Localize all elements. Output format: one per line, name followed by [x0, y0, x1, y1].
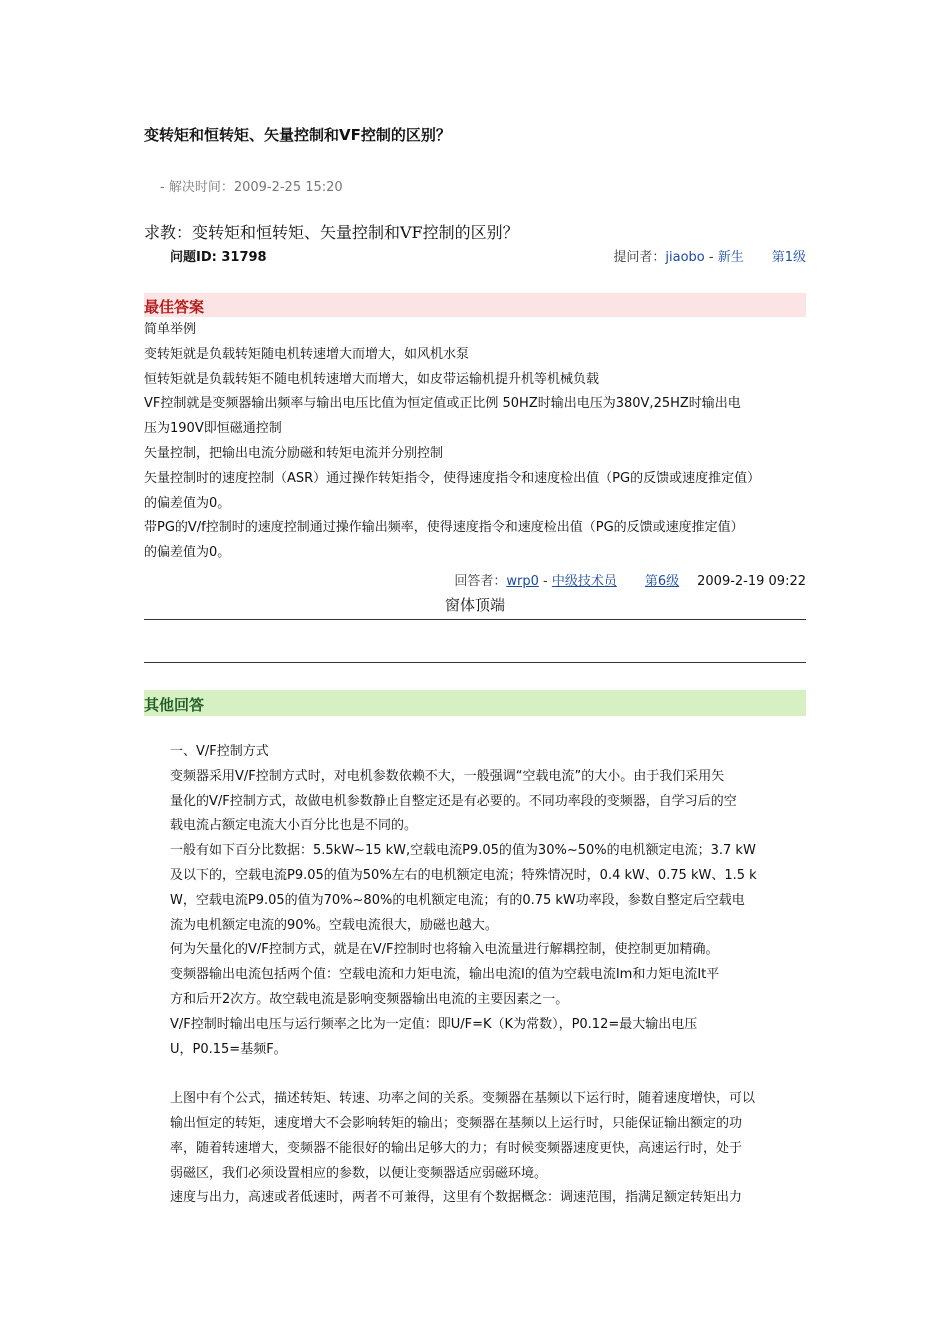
best-answer-line: 变转矩就是负载转矩随电机转速增大而增大，如风机水泵	[144, 346, 470, 362]
question-text: 求教：变转矩和恒转矩、矢量控制和VF控制的区别？	[144, 223, 519, 242]
asker-rank-link[interactable]: 新生	[717, 250, 744, 265]
asker-separator: -	[704, 250, 718, 265]
other-answer-line: U，P0.15=基频F。	[170, 1041, 287, 1057]
other-answer-line: 弱磁区，我们必须设置相应的参数，以便让变频器适应弱磁环境。	[170, 1165, 548, 1181]
other-answer-line: 量化的V/F控制方式，故做电机参数静止自整定还是有必要的。不同功率段的变频器，自学习后的空	[170, 793, 737, 809]
other-answers-body	[170, 740, 784, 1211]
divider-bottom	[144, 662, 806, 663]
other-answer-line: V/F控制时输出电压与运行频率之比为一定值：即U/F=K（K为常数），P0.12=最大输出电压	[170, 1016, 698, 1032]
best-answer-line: 矢量控制时的速度控制（ASR）通过操作转矩指令，使得速度指令和速度检出值（PG的反馈或速度推定值）	[144, 470, 761, 486]
answer-date: 2009-2-19 09:22	[697, 574, 806, 589]
window-top-label: 窗体顶端	[444, 596, 505, 614]
other-answer-line: 率，随着转速增大，变频器不能很好的输出足够大的力；有时候变频器速度更快，高速运行时，处于	[170, 1140, 743, 1156]
other-answers-header	[144, 690, 806, 716]
other-answer-line: 一般有如下百分比数据：5.5kW~15 kW,空载电流P9.05的值为30%~50%的电机额定电流；3.7 kW	[170, 843, 756, 859]
other-answer-line: 速度与出力，高速或者低速时，两者不可兼得，这里有个数据概念：调速范围，指满足额定转矩出力	[170, 1190, 743, 1206]
asker-level-link[interactable]: 第1级	[771, 250, 806, 265]
best-answer-heading: 最佳答案	[144, 298, 205, 316]
paragraph-gap	[170, 1062, 784, 1087]
best-answer-line: 恒转矩就是负载转矩不随电机转速增大而增大，如皮带运输机提升机等机械负载	[144, 371, 600, 387]
answerer-label: 回答者：	[454, 574, 507, 589]
question-id: 问题ID: 31798	[170, 250, 267, 265]
other-answer-line: W，空载电流P9.05的值为70%~80%的电机额定电流；有的0.75 kW功率段，参数自整定后空载电	[170, 892, 745, 908]
other-answers-heading: 其他回答	[144, 696, 205, 714]
asker-info	[613, 246, 806, 265]
resolve-time: - 解决时间：2009-2-25 15:20	[160, 180, 343, 195]
best-answer-header	[144, 293, 806, 317]
best-answer-line: 压为190V即恒磁通控制	[144, 421, 282, 437]
best-answer-line: 简单举例	[144, 322, 197, 337]
best-answer-line: 的偏差值为0。	[144, 545, 231, 561]
best-answer-body	[144, 318, 806, 566]
other-answer-line: 方和后开2次方。故空载电流是影响变频器输出电流的主要因素之一。	[170, 991, 569, 1007]
other-answer-line: 一、V/F控制方式	[170, 744, 269, 759]
answerer-info	[454, 570, 806, 589]
other-answer-line: 流为电机额定电流的90%。空载电流很大，励磁也越大。	[170, 917, 498, 933]
other-answer-line: 上图中有个公式，描述转矩、转速、功率之间的关系。变频器在基频以下运行时，随着速度增快，可以	[170, 1091, 756, 1107]
answerer-level-link[interactable]: 第6级	[644, 574, 680, 589]
other-answer-line: 输出恒定的转矩，速度增大不会影响转矩的输出；变频器在基频以上运行时，只能保证输出额定的功	[170, 1115, 743, 1131]
other-answer-line: 载电流占额定电流大小百分比也是不同的。	[170, 818, 418, 834]
asker-label: 提问者：	[613, 250, 666, 265]
best-answer-line: 矢量控制，把输出电流分励磁和转矩电流并分别控制	[144, 445, 444, 461]
answerer-name-link[interactable]: wrp0	[506, 574, 539, 589]
other-answer-line: 变频器输出电流包括两个值：空载电流和力矩电流，输出电流I的值为空载电流Im和力矩电流It平	[170, 967, 720, 983]
answerer-rank-link[interactable]: 中级技术员	[551, 574, 617, 589]
answerer-separator: -	[538, 574, 552, 589]
best-answer-line: VF控制就是变频器输出频率与输出电压比值为恒定值或正比例 50HZ时输出电压为380V,25HZ时输出电	[144, 396, 741, 412]
page-title: 变转矩和恒转矩、矢量控制和VF控制的区别？	[144, 126, 451, 144]
other-answer-line: 何为矢量化的V/F控制方式，就是在V/F控制时也将输入电流量进行解耦控制，使控制更加精确。	[170, 942, 719, 958]
best-answer-line: 带PG的V/f控制时的速度控制通过操作输出频率，使得速度指令和速度检出值（PG的反馈或速度推定值）	[144, 520, 744, 536]
asker-name-link[interactable]: jiaobo	[665, 250, 705, 265]
other-answer-line: 及以下的，空载电流P9.05的值为50%左右的电机额定电流；特殊情况时，0.4 kW、0.75 kW、1.5 k	[170, 867, 757, 883]
divider-top	[144, 619, 806, 620]
best-answer-line: 的偏差值为0。	[144, 495, 231, 511]
other-answer-line: 变频器采用V/F控制方式时，对电机参数依赖不大，一般强调“空载电流”的大小。由于我们采用矢	[170, 768, 725, 784]
